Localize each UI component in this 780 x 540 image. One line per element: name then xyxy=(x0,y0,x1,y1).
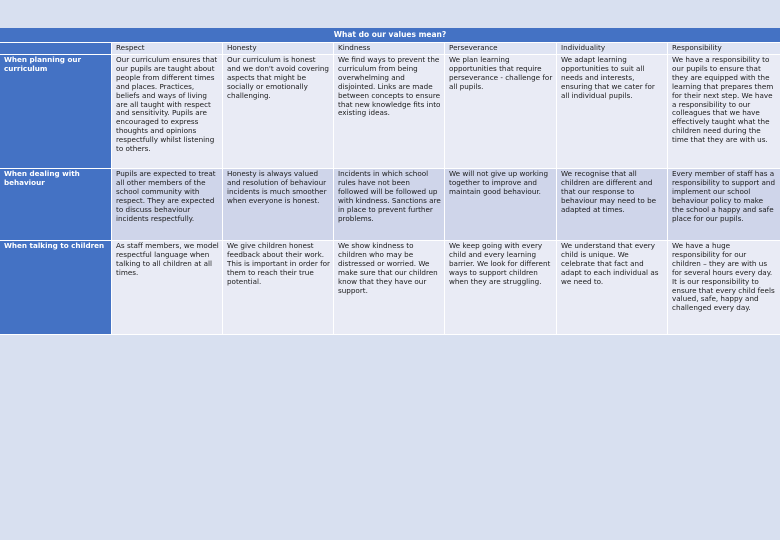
header-row xyxy=(0,43,780,55)
table-row-behaviour xyxy=(0,169,780,241)
table-cell: We will not give up working together to improve and maintain good behaviour. xyxy=(445,169,557,240)
table-row-talking xyxy=(0,241,780,335)
table-row-planning xyxy=(0,55,780,169)
column-header-responsibility: Responsibility xyxy=(668,43,780,54)
table-cell: We find ways to prevent the curriculum from being overwhelming and disjointed. Links are made between concepts to ensure that new knowledge fits into existing ideas. xyxy=(334,55,445,168)
table-cell: We give children honest feedback about their work. This is important in order for them to reach their true potential. xyxy=(223,241,334,334)
column-header-kindness: Kindness xyxy=(334,43,445,54)
column-header-honesty: Honesty xyxy=(223,43,334,54)
table-cell: We adapt learning opportunities to suit all needs and interests, ensuring that we cater for all individual pupils. xyxy=(557,55,668,168)
table-cell: As staff members, we model respectful language when talking to all children at all times. xyxy=(112,241,223,334)
header-corner xyxy=(0,43,112,54)
column-header-individuality: Individuality xyxy=(557,43,668,54)
table-cell: We recognise that all children are different and that our response to behaviour may need to be adapted at times. xyxy=(557,169,668,240)
table-cell: We have a huge responsibility for our children – they are with us for several hours every day. It is our responsibility to ensure that every child feels valued, safe, happy and challenged every day. xyxy=(668,241,780,334)
column-header-respect: Respect xyxy=(112,43,223,54)
table-cell: Honesty is always valued and resolution of behaviour incidents is much smoother when everyone is honest. xyxy=(223,169,334,240)
table-cell: Pupils are expected to treat all other members of the school community with respect. They are expected to discuss behaviour incidents respectfully. xyxy=(112,169,223,240)
table-cell: Every member of staff has a responsibility to support and implement our school behaviour policy to make the school a happy and safe place for our pupils. xyxy=(668,169,780,240)
values-table xyxy=(0,28,780,335)
table-cell: Our curriculum is honest and we don't avoid covering aspects that might be socially or emotionally challenging. xyxy=(223,55,334,168)
table-title: What do our values mean? xyxy=(0,28,780,43)
table-cell: Our curriculum ensures that our pupils are taught about people from different times and places. Practices, beliefs and ways of living are all taught with respect and sensitivity. Pupils are encouraged to express thoughts and opinions respectfully whilst listening to others. xyxy=(112,55,223,168)
row-label: When dealing with behaviour xyxy=(0,169,112,240)
table-cell: We show kindness to children who may be distressed or worried. We make sure that our children know that they have our support. xyxy=(334,241,445,334)
table-cell: We keep going with every child and every learning barrier. We look for different ways to support children when they are struggling. xyxy=(445,241,557,334)
column-header-perseverance: Perseverance xyxy=(445,43,557,54)
table-cell: We understand that every child is unique. We celebrate that fact and adapt to each individual as we need to. xyxy=(557,241,668,334)
table-cell: We have a responsibility to our pupils to ensure that they are equipped with the learning that prepares them for their next step. We have a responsibility to our colleagues that we have effectively taught what the children need during the time that they are with us. xyxy=(668,55,780,168)
table-cell: Incidents in which school rules have not been followed will be followed up with kindness. Sanctions are in place to prevent further problems. xyxy=(334,169,445,240)
row-label: When talking to children xyxy=(0,241,112,334)
row-label: When planning our curriculum xyxy=(0,55,112,168)
table-cell: We plan learning opportunities that require perseverance - challenge for all pupils. xyxy=(445,55,557,168)
